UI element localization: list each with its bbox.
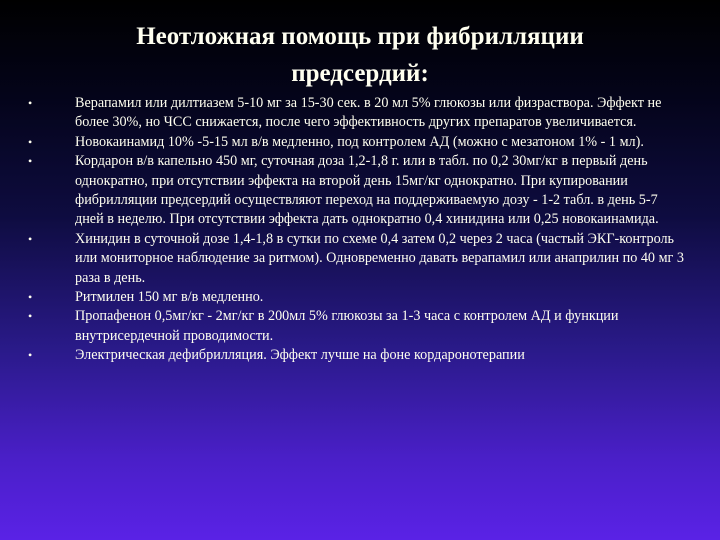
bullet-icon: • bbox=[28, 96, 33, 110]
bullet-icon: • bbox=[28, 231, 33, 246]
bullet-icon: • bbox=[28, 154, 33, 169]
slide-title-line-2: предсердий: bbox=[291, 60, 429, 87]
bullet-text: Кордарон в/в капельно 450 мг, суточная доза 1,2-1,8 г. или в табл. по 0,2 30мг/кг в первый день однократно, при отсутствии эффекта на второй день 15мг/кг однократно. При купировании фибрилляции предсердий осуществляют переход на поддерживаемую дозу - 1-2 табл. в день 5-7 дней в неделю. При отсутствии эффекта дать однократно 0,4 хинидина или 0,25 новокаинамида. bbox=[75, 153, 659, 228]
bullet-item-defibrillation bbox=[24, 346, 688, 365]
bullet-icon: • bbox=[28, 348, 33, 363]
bullet-item-novocainamide bbox=[24, 133, 688, 152]
bullet-text: Новокаинамид 10% -5-15 мл в/в медленно, под контролем АД (можно с мезатоном 1% - 1 мл). bbox=[75, 133, 644, 150]
bullet-text: Электрическая дефибрилляция. Эффект лучше на фоне кордаронотерапии bbox=[75, 347, 525, 364]
bullet-item-cordarone bbox=[24, 152, 688, 230]
bullet-item-verapamil bbox=[24, 94, 688, 133]
bullet-icon: • bbox=[28, 134, 33, 149]
bullet-icon: • bbox=[28, 309, 33, 324]
bullet-item-quinidine bbox=[24, 230, 688, 288]
bullet-icon: • bbox=[28, 290, 33, 305]
bullet-list bbox=[24, 94, 688, 366]
bullet-item-propafenone bbox=[24, 307, 688, 346]
bullet-item-rhythmilen bbox=[24, 288, 688, 307]
slide-title-line-1: Неотложная помощь при фибрилляции bbox=[136, 23, 584, 50]
bullet-text: Пропафенон 0,5мг/кг - 2мг/кг в 200мл 5% глюкозы за 1-3 часа с контролем АД и функции внутрисердечной проводимости. bbox=[75, 308, 619, 344]
bullet-text: Ритмилен 150 мг в/в медленно. bbox=[75, 289, 264, 306]
slide-title bbox=[60, 18, 660, 92]
bullet-text: Хинидин в суточной дозе 1,4-1,8 в сутки по схеме 0,4 затем 0,2 через 2 часа (частый ЭКГ-контроль или мониторное наблюдение за ритмом). Одновременно давать верапамил или анаприлин по 40 мг 3 раза в день. bbox=[75, 230, 685, 286]
bullet-text: Верапамил или дилтиазем 5-10 мг за 15-30 сек. в 20 мл 5% глюкозы или физраствора. Эффект не более 30%, но ЧСС снижается, после чего эффективность других препаратов увеличивается. bbox=[75, 95, 662, 131]
